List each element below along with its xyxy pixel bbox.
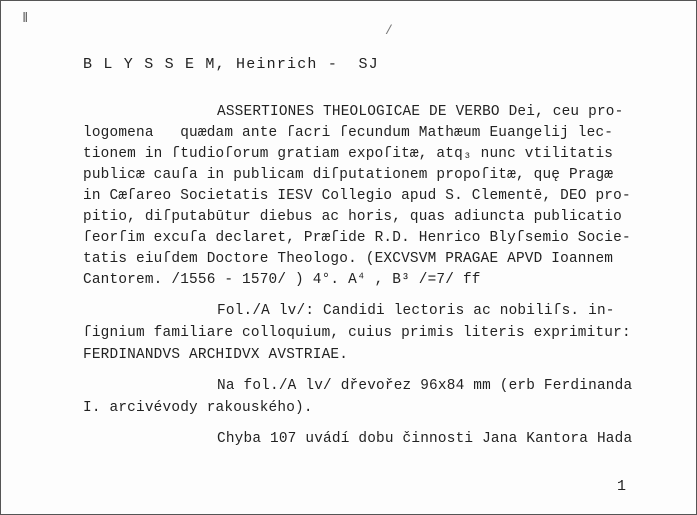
text-line: in Cæſareo Societatis IESV Collegio apud S. Clementē, DEO pro- bbox=[83, 188, 631, 204]
text-line: logomena quædam ante ſacri ſecundum Mathæum Euangelij lec- bbox=[83, 125, 614, 141]
text-line: FERDINANDVS ARCHIDVX AVSTRIAE. bbox=[83, 347, 349, 363]
page-number: 1 bbox=[617, 478, 627, 495]
text-line: tionem in ſtudioſorum gratiam expoſitæ, atq₃ nunc vtilitatis bbox=[83, 146, 614, 162]
text-line: Fol./A lv/: Candidi lectoris ac nobiliſs. in- bbox=[217, 303, 615, 319]
text-line: I. arcivévody rakouského). bbox=[83, 400, 313, 416]
text-line: publicæ cauſa in publicam diſputationem propoſitæ, quę Pragæ bbox=[83, 167, 614, 183]
text-line: Cantorem. /1556 - 1570/ ) 4°. A⁴ , B³ /=7/ ff bbox=[83, 272, 481, 288]
corner-mark: ǁ bbox=[21, 11, 30, 27]
text-line: Chyba 107 uvádí dobu činnosti Jana Kantora Hada bbox=[217, 431, 633, 447]
text-line: pitio, diſputabūtur diebus ac horis, quas adiuncta publicatio bbox=[83, 209, 622, 225]
text-line: ASSERTIONES THEOLOGICAE DE VERBO Dei, ceu pro- bbox=[217, 104, 624, 120]
text-line: Na fol./A lv/ dřevořez 96x84 mm (erb Ferdinanda bbox=[217, 378, 633, 394]
text-line: ſignium familiare colloquium, cuius primis literis exprimitur: bbox=[83, 325, 631, 341]
tick-mark: / bbox=[385, 23, 393, 38]
text-line: ſeorſim excuſa declaret, Præſide R.D. Henrico Blyſsemio Socie- bbox=[83, 230, 631, 246]
text-line: tatis eiuſdem Doctore Theologo. (EXCVSVM PRAGAE APVD Ioannem bbox=[83, 251, 614, 267]
card-heading: B L Y S S E M, Heinrich - SJ bbox=[83, 56, 379, 73]
